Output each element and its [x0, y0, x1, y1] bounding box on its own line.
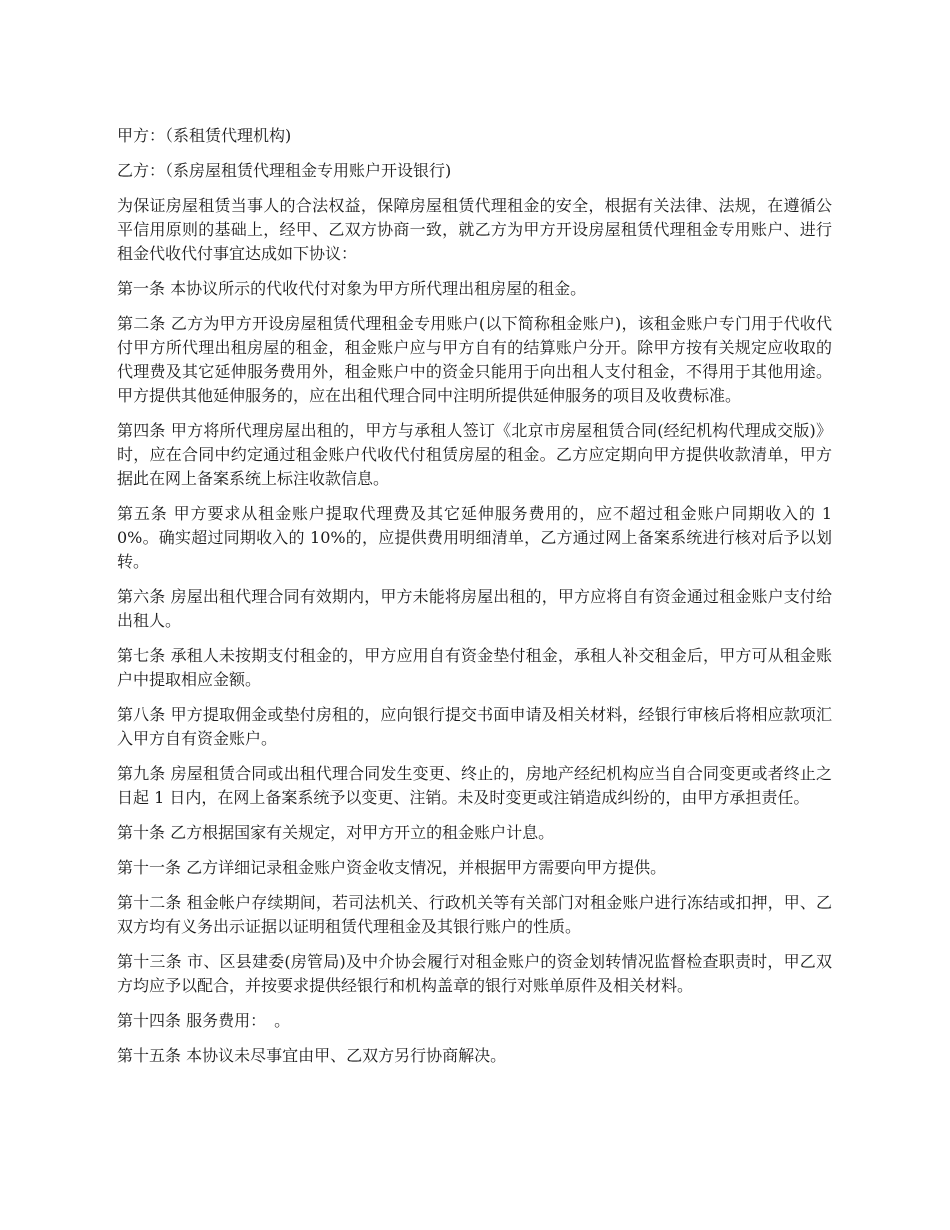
article-1: 第一条 本协议所示的代收代付对象为甲方所代理出租房屋的租金。 — [117, 279, 587, 298]
article-8: 第八条 甲方提取佣金或垫付房租的，应向银行提交书面申请及相关材料，经银行审核后将相应款项汇入甲方自有资金账户。 — [117, 705, 832, 748]
party-a-line: 甲方：（系租赁代理机构) — [117, 126, 292, 145]
article-9: 第九条 房屋租赁合同或出租代理合同发生变更、终止的，房地产经纪机构应当自合同变更或者终止之日起 1 日内，在网上备案系统予以变更、注销。未及时变更或注销造成纠纷的，由甲方承担责任。 — [117, 764, 832, 807]
document-body — [117, 124, 832, 1079]
article-14: 第十四条 服务费用： 。 — [117, 1011, 291, 1030]
article-11: 第十一条 乙方详细记录租金账户资金收支情况，并根据甲方需要向甲方提供。 — [117, 858, 667, 877]
article-5: 第五条 甲方要求从租金账户提取代理费及其它延伸服务费用的，应不超过租金账户同期收入的 10%。确实超过同期收入的 10%的，应提供费用明细清单，乙方通过网上备案系统进行核对后予以划转。 — [117, 504, 832, 571]
preamble-paragraph: 为保证房屋租赁当事人的合法权益，保障房屋租赁代理租金的安全，根据有关法律、法规，在遵循公平信用原则的基础上，经甲、乙双方协商一致，就乙方为甲方开设房屋租赁代理租金专用账户、进行租金代收代付事宜达成如下协议： — [117, 196, 832, 263]
article-6: 第六条 房屋出租代理合同有效期内，甲方未能将房屋出租的，甲方应将自有资金通过租金账户支付给出租人。 — [117, 587, 832, 630]
article-13: 第十三条 市、区县建委(房管局)及中介协会履行对租金账户的资金划转情况监督检查职责时，甲乙双方均应予以配合，并按要求提供经银行和机构盖章的银行对账单原件及相关材料。 — [117, 952, 832, 995]
article-4: 第四条 甲方将所代理房屋出租的，甲方与承租人签订《北京市房屋租赁合同(经纪机构代理成交版)》时，应在合同中约定通过租金账户代收代付租赁房屋的租金。乙方应定期向甲方提供收款清单，甲方据此在网上备案系统上标注收款信息。 — [117, 421, 832, 488]
article-7: 第七条 承租人未按期支付租金的，甲方应用自有资金垫付租金，承租人补交租金后，甲方可从租金账户中提取相应金额。 — [117, 646, 832, 689]
article-10: 第十条 乙方根据国家有关规定，对甲方开立的租金账户计息。 — [117, 823, 555, 842]
article-12: 第十二条 租金帐户存续期间，若司法机关、行政机关等有关部门对租金账户进行冻结或扣押，甲、乙双方均有义务出示证据以证明租赁代理租金及其银行账户的性质。 — [117, 893, 832, 936]
article-15: 第十五条 本协议未尽事宜由甲、乙双方另行协商解决。 — [117, 1046, 507, 1065]
party-b-line: 乙方：（系房屋租赁代理租金专用账户开设银行) — [117, 161, 452, 180]
article-2: 第二条 乙方为甲方开设房屋租赁代理租金专用账户(以下简称租金账户)，该租金账户专门用于代收代付甲方所代理出租房屋的租金，租金账户应与甲方自有的结算账户分开。除甲方按有关规定应收取的代理费及其它延伸服务费用外，租金账户中的资金只能用于向出租人支付租金，不得用于其他用途。甲方提供其他延伸服务的，应在出租代理合同中注明所提供延伸服务的项目及收费标准。 — [117, 314, 832, 405]
